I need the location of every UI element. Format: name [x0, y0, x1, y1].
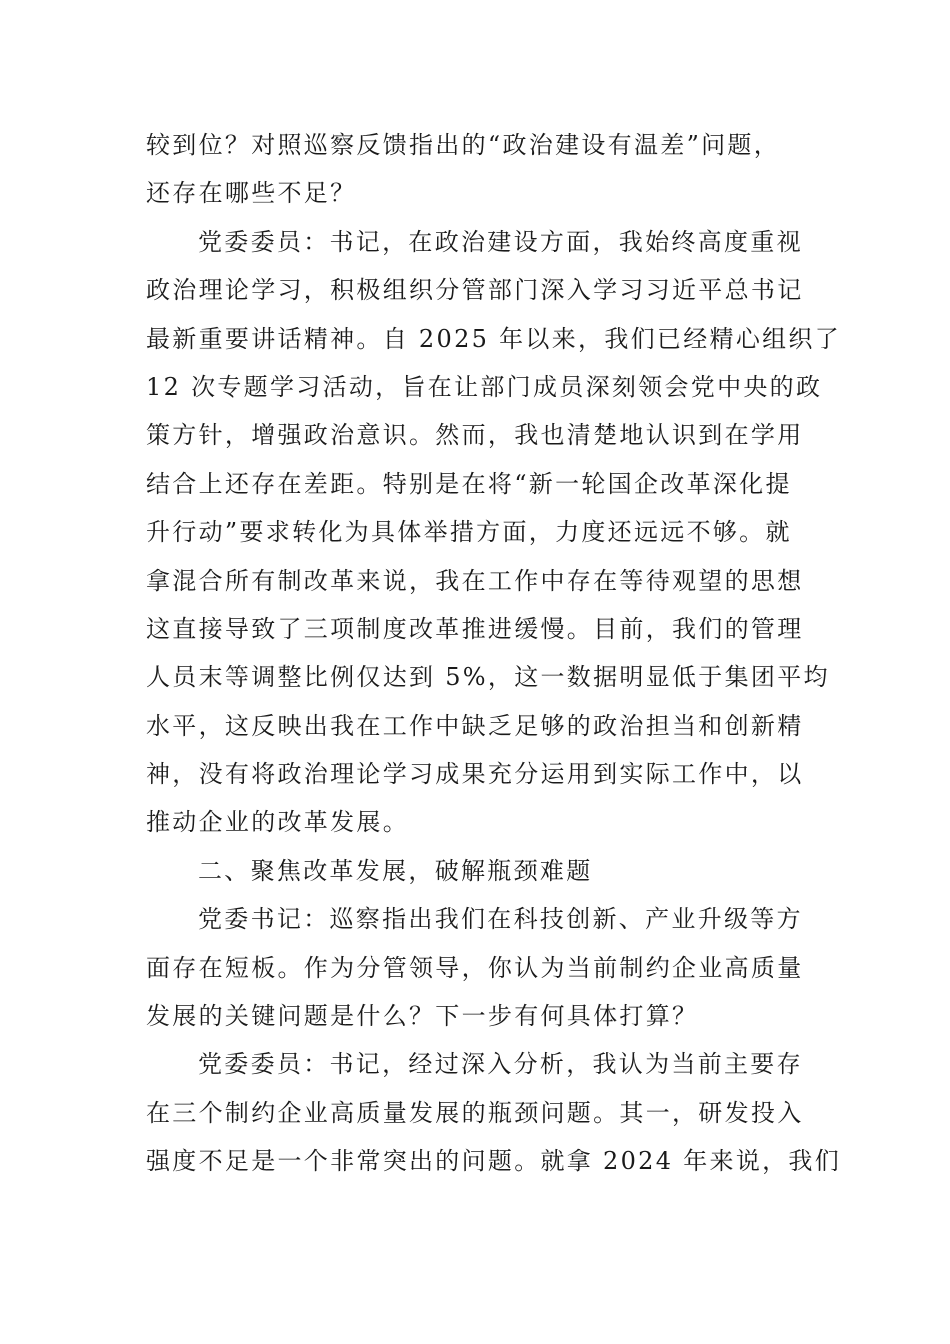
text-line: 党委委员：书记，经过深入分析，我认为当前主要存 — [198, 1050, 803, 1079]
text-line: 还存在哪些不足？ — [146, 179, 357, 208]
text-line: 推动企业的改革发展。 — [146, 808, 409, 837]
text-line: 拿混合所有制改革来说，我在工作中存在等待观望的思想 — [146, 566, 804, 595]
text-line: 神，没有将政治理论学习成果充分运用到实际工作中，以 — [146, 760, 804, 789]
text-line: 人员末等调整比例仅达到 5%，这一数据明显低于集团平均 — [146, 663, 830, 692]
text-line: 强度不足是一个非常突出的问题。就拿 2024 年来说，我们 — [146, 1147, 842, 1176]
text-line: 水平，这反映出我在工作中缺乏足够的政治担当和创新精 — [146, 711, 804, 740]
text-line: 发展的关键问题是什么？下一步有何具体打算？ — [146, 1002, 699, 1031]
text-line: 政治理论学习，积极组织分管部门深入学习习近平总书记 — [146, 276, 804, 305]
text-line: 较到位？对照巡察反馈指出的“政治建设有温差”问题， — [146, 131, 781, 159]
text-line: 12 次专题学习活动，旨在让部门成员深刻领会党中央的政 — [146, 372, 823, 401]
text-line: 这直接导致了三项制度改革推进缓慢。目前，我们的管理 — [146, 614, 804, 643]
text-line: 结合上还存在差距。特别是在将“新一轮国企改革深化提 — [146, 469, 792, 498]
text-line: 党委书记：巡察指出我们在科技创新、产业升级等方 — [198, 905, 803, 934]
text-line: 在三个制约企业高质量发展的瓶颈问题。其一，研发投入 — [146, 1098, 804, 1127]
text-line: 策方针，增强政治意识。然而，我也清楚地认识到在学用 — [146, 421, 804, 450]
text-line: 升行动”要求转化为具体举措方面，力度还远远不够。就 — [146, 518, 792, 547]
text-line: 党委委员：书记，在政治建设方面，我始终高度重视 — [198, 227, 803, 256]
text-line: 面存在短板。作为分管领导，你认为当前制约企业高质量 — [146, 953, 804, 982]
section-heading: 二、聚焦改革发展，破解瓶颈难题 — [198, 856, 593, 885]
text-line: 最新重要讲话精神。自 2025 年以来，我们已经精心组织了 — [146, 324, 842, 353]
document-body — [146, 121, 842, 1186]
